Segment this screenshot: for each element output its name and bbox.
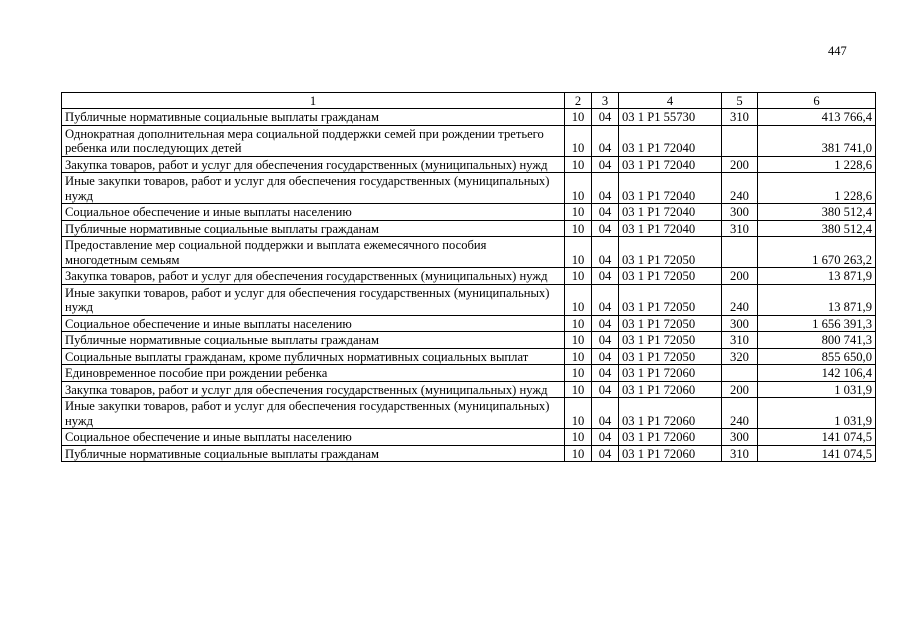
row-name: Закупка товаров, работ и услуг для обеспечения государственных (муниципальных) нужд [62,156,565,173]
row-amount: 380 512,4 [758,220,876,237]
row-subsection: 04 [592,156,619,173]
table-row [62,109,876,126]
row-amount: 1 031,9 [758,381,876,398]
row-expense-type: 200 [722,268,758,285]
row-expense-type: 240 [722,398,758,429]
table-row [62,268,876,285]
table-row [62,381,876,398]
row-name: Иные закупки товаров, работ и услуг для обеспечения государственных (муниципальных) нужд [62,284,565,315]
header-col-1: 1 [62,93,565,109]
row-subsection: 04 [592,381,619,398]
row-target-article: 03 1 Р1 72060 [619,429,722,446]
row-target-article: 03 1 Р1 72060 [619,365,722,382]
row-section: 10 [565,398,592,429]
row-subsection: 04 [592,365,619,382]
row-subsection: 04 [592,445,619,462]
row-expense-type: 310 [722,332,758,349]
row-name: Социальное обеспечение и иные выплаты населению [62,429,565,446]
row-subsection: 04 [592,348,619,365]
header-col-5: 5 [722,93,758,109]
row-expense-type: 310 [722,220,758,237]
row-amount: 800 741,3 [758,332,876,349]
row-amount: 142 106,4 [758,365,876,382]
row-section: 10 [565,429,592,446]
row-name: Публичные нормативные социальные выплаты гражданам [62,220,565,237]
row-name: Закупка товаров, работ и услуг для обеспечения государственных (муниципальных) нужд [62,268,565,285]
table-row [62,332,876,349]
row-expense-type: 310 [722,109,758,126]
row-target-article: 03 1 Р1 72050 [619,284,722,315]
row-name: Однократная дополнительная мера социальной поддержки семей при рождении третьего ребенка или последующих детей [62,125,565,156]
row-expense-type: 240 [722,173,758,204]
row-target-article: 03 1 Р1 72050 [619,348,722,365]
row-expense-type: 200 [722,381,758,398]
row-name: Социальные выплаты гражданам, кроме публичных нормативных социальных выплат [62,348,565,365]
table-row [62,445,876,462]
row-amount: 1 228,6 [758,156,876,173]
table-row [62,125,876,156]
row-target-article: 03 1 Р1 72050 [619,268,722,285]
row-name: Социальное обеспечение и иные выплаты населению [62,315,565,332]
row-section: 10 [565,220,592,237]
row-amount: 380 512,4 [758,204,876,221]
row-section: 10 [565,268,592,285]
row-expense-type: 240 [722,284,758,315]
header-col-2: 2 [565,93,592,109]
row-name: Публичные нормативные социальные выплаты гражданам [62,109,565,126]
row-amount: 381 741,0 [758,125,876,156]
page-number: 447 [828,44,847,58]
table-row [62,348,876,365]
row-section: 10 [565,109,592,126]
row-expense-type [722,365,758,382]
row-name: Социальное обеспечение и иные выплаты населению [62,204,565,221]
row-subsection: 04 [592,204,619,221]
row-section: 10 [565,315,592,332]
table-body [62,109,876,462]
row-section: 10 [565,381,592,398]
row-expense-type: 300 [722,429,758,446]
table-row [62,204,876,221]
row-target-article: 03 1 Р1 72040 [619,125,722,156]
row-expense-type [722,237,758,268]
row-amount: 1 670 263,2 [758,237,876,268]
budget-table [61,92,876,462]
table-row [62,365,876,382]
row-amount: 1 031,9 [758,398,876,429]
row-subsection: 04 [592,109,619,126]
row-section: 10 [565,237,592,268]
row-subsection: 04 [592,284,619,315]
row-subsection: 04 [592,398,619,429]
table-row [62,284,876,315]
row-target-article: 03 1 Р1 72060 [619,381,722,398]
row-subsection: 04 [592,268,619,285]
table-row [62,398,876,429]
row-name: Иные закупки товаров, работ и услуг для обеспечения государственных (муниципальных) нужд [62,173,565,204]
row-target-article: 03 1 Р1 72060 [619,445,722,462]
row-target-article: 03 1 Р1 72040 [619,204,722,221]
row-target-article: 03 1 Р1 55730 [619,109,722,126]
table-row [62,156,876,173]
row-section: 10 [565,156,592,173]
row-amount: 1 228,6 [758,173,876,204]
row-expense-type: 310 [722,445,758,462]
row-name: Единовременное пособие при рождении ребенка [62,365,565,382]
row-subsection: 04 [592,237,619,268]
row-amount: 141 074,5 [758,429,876,446]
table-row [62,315,876,332]
row-subsection: 04 [592,315,619,332]
row-section: 10 [565,348,592,365]
table-row [62,173,876,204]
row-section: 10 [565,365,592,382]
row-expense-type: 300 [722,315,758,332]
row-amount: 1 656 391,3 [758,315,876,332]
row-section: 10 [565,173,592,204]
row-expense-type: 200 [722,156,758,173]
row-section: 10 [565,125,592,156]
row-amount: 13 871,9 [758,284,876,315]
table-row [62,220,876,237]
row-amount: 413 766,4 [758,109,876,126]
table-row [62,429,876,446]
row-target-article: 03 1 Р1 72040 [619,173,722,204]
row-target-article: 03 1 Р1 72060 [619,398,722,429]
row-amount: 855 650,0 [758,348,876,365]
row-amount: 13 871,9 [758,268,876,285]
row-subsection: 04 [592,332,619,349]
row-expense-type: 320 [722,348,758,365]
table-row [62,237,876,268]
row-section: 10 [565,284,592,315]
row-target-article: 03 1 Р1 72050 [619,315,722,332]
row-subsection: 04 [592,429,619,446]
row-amount: 141 074,5 [758,445,876,462]
row-section: 10 [565,445,592,462]
row-subsection: 04 [592,173,619,204]
row-subsection: 04 [592,125,619,156]
row-name: Иные закупки товаров, работ и услуг для обеспечения государственных (муниципальных) нужд [62,398,565,429]
row-name: Публичные нормативные социальные выплаты гражданам [62,332,565,349]
row-target-article: 03 1 Р1 72040 [619,156,722,173]
row-expense-type [722,125,758,156]
header-col-3: 3 [592,93,619,109]
table-header-row [62,93,876,109]
header-col-4: 4 [619,93,722,109]
row-target-article: 03 1 Р1 72050 [619,237,722,268]
row-target-article: 03 1 Р1 72050 [619,332,722,349]
header-col-6: 6 [758,93,876,109]
row-target-article: 03 1 Р1 72040 [619,220,722,237]
row-subsection: 04 [592,220,619,237]
row-section: 10 [565,204,592,221]
row-name: Публичные нормативные социальные выплаты гражданам [62,445,565,462]
row-name: Предоставление мер социальной поддержки и выплата ежемесячного пособия многодетным семьям [62,237,565,268]
row-section: 10 [565,332,592,349]
row-name: Закупка товаров, работ и услуг для обеспечения государственных (муниципальных) нужд [62,381,565,398]
row-expense-type: 300 [722,204,758,221]
